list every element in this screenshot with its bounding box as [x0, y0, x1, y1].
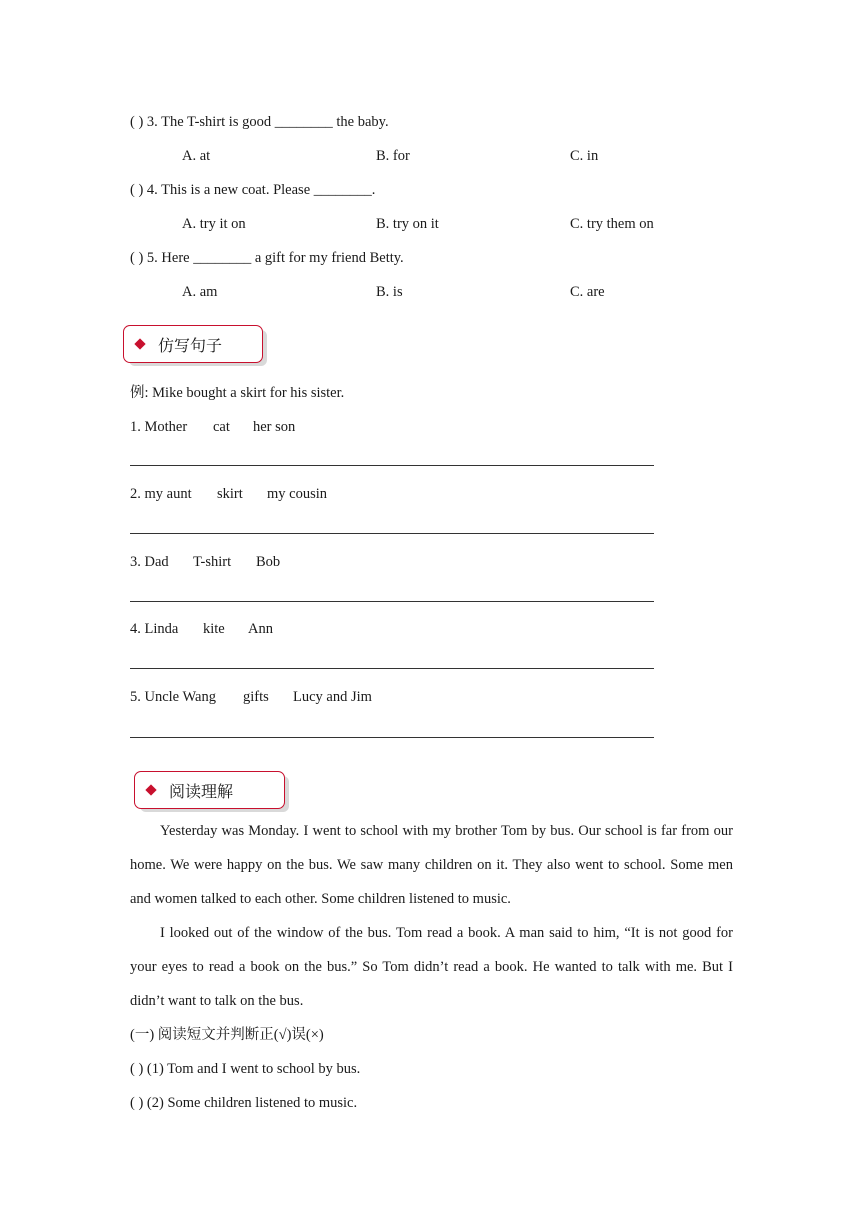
question-5-option-c: C. are [570, 284, 605, 300]
item-3-word-2: T-shirt [193, 554, 232, 570]
answer-line-2 [130, 533, 654, 534]
item-1-word-1: 1. Mother [130, 419, 188, 435]
item-1-word-2: cat [213, 419, 230, 435]
item-2-word-1: 2. my aunt [130, 486, 192, 502]
item-4-word-1: 4. Linda [130, 621, 179, 637]
diamond-icon [134, 338, 145, 349]
question-3-stem: ( ) 3. The T-shirt is good ________ the baby. [130, 114, 389, 130]
item-4-word-3: Ann [248, 621, 273, 637]
tf-question-2: ( ) (2) Some children listened to music. [130, 1095, 358, 1111]
tf-question-1: ( ) (1) Tom and I went to school by bus. [130, 1061, 361, 1077]
item-5-word-2: gifts [243, 689, 269, 705]
question-4-option-c: C. try them on [570, 216, 654, 232]
question-4-stem: ( ) 4. This is a new coat. Please ________. [130, 182, 376, 198]
question-3-option-c: C. in [570, 148, 599, 164]
example-sentence: 例: Mike bought a skirt for his sister. [130, 385, 345, 401]
answer-line-3 [130, 601, 654, 602]
item-3-word-3: Bob [256, 554, 281, 570]
question-4-option-a: A. try it on [182, 216, 246, 232]
item-5-word-1: 5. Uncle Wang [130, 689, 216, 705]
item-2-word-3: my cousin [267, 486, 328, 502]
section-title-rewrite-sentences [123, 325, 263, 363]
question-5-option-b: B. is [376, 284, 403, 300]
item-5-word-3: Lucy and Jim [293, 689, 372, 705]
item-3-word-1: 3. Dad [130, 554, 169, 570]
question-3-option-b: B. for [376, 148, 410, 164]
question-4-option-b: B. try on it [376, 216, 439, 232]
section-title-text: 阅读理解 [169, 781, 234, 801]
reading-passage [130, 814, 733, 1018]
item-2-word-2: skirt [217, 486, 243, 502]
section-title-reading [134, 771, 285, 809]
passage-paragraph-2: I looked out of the window of the bus. Tom read a book. A man said to him, “It is not good for your eyes to read a book on the bus.” So Tom didn’t read a book. He wanted to talk with me. But I didn’t want to talk on the bus. [130, 925, 733, 1009]
true-false-heading: (一) 阅读短文并判断正(√)误(×) [130, 1027, 324, 1043]
answer-line-5 [130, 737, 654, 738]
item-1-word-3: her son [253, 419, 296, 435]
diamond-icon [145, 784, 156, 795]
answer-line-1 [130, 465, 654, 466]
question-5-option-a: A. am [182, 284, 218, 300]
answer-line-4 [130, 668, 654, 669]
item-4-word-2: kite [203, 621, 225, 637]
section-title-text: 仿写句子 [158, 335, 223, 355]
question-5-stem: ( ) 5. Here ________ a gift for my friend Betty. [130, 250, 404, 266]
question-3-option-a: A. at [182, 148, 211, 164]
passage-paragraph-1: Yesterday was Monday. I went to school with my brother Tom by bus. Our school is far from our home. We were happy on the bus. We saw many children on it. They also went to school. Some men and women talked to each other. Some children listened to music. [130, 823, 733, 907]
